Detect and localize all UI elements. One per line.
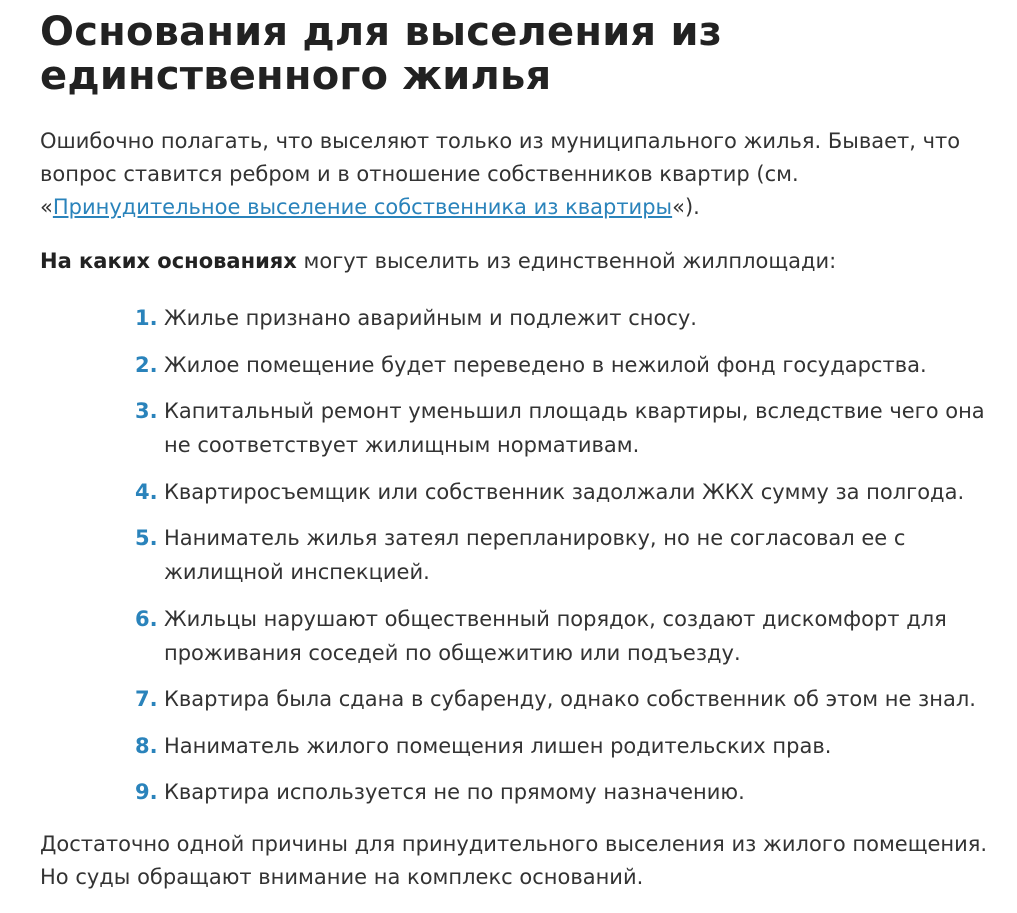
list-item — [135, 475, 1000, 509]
lead-paragraph — [40, 245, 1000, 278]
list-item — [135, 729, 1000, 763]
list-item — [135, 301, 1000, 335]
list-item-number: 1. — [135, 306, 158, 330]
list-item — [135, 602, 1000, 670]
list-item — [135, 394, 1000, 462]
lead-rest: могут выселить из единственной жилплощади: — [296, 249, 837, 273]
forced-eviction-link[interactable]: Принудительное выселение собственника из квартиры — [52, 195, 673, 219]
list-item-text: Жильцы нарушают общественный порядок, создают дискомфорт для проживания соседей по общежитию или подъезду. — [164, 606, 947, 665]
list-item-number: 6. — [135, 606, 158, 631]
list-item — [135, 682, 1000, 716]
list-item-number: 5. — [135, 526, 158, 550]
list-item-text: Наниматель жилья затеял перепланировку, но не согласовал ее с жилищной инспекцией. — [164, 526, 906, 584]
reasons-list — [40, 301, 1000, 809]
list-item-text: Наниматель жилого помещения лишен родительских прав. — [164, 733, 832, 758]
list-item-number: 7. — [135, 687, 158, 711]
list-item-number: 9. — [135, 780, 158, 804]
intro-text-before: Ошибочно полагать, что выселяют только из муниципального жилья. Бывает, что вопрос ставится ребром и в отношение собственников квартир (см. « — [40, 129, 961, 219]
list-item-number: 3. — [135, 399, 158, 423]
list-item-number: 2. — [135, 352, 158, 377]
list-item-text: Квартиросъемщик или собственник задолжали ЖКХ сумму за полгода. — [164, 479, 965, 504]
list-item-text: Капитальный ремонт уменьшил площадь квартиры, вследствие чего она не соответствует жилищным нормативам. — [164, 399, 985, 457]
list-item — [135, 348, 1000, 382]
list-item-number: 8. — [135, 733, 158, 758]
list-item-text: Квартира была сдана в субаренду, однако собственник об этом не знал. — [164, 687, 976, 711]
intro-paragraph — [40, 125, 1000, 224]
list-item-text: Жилое помещение будет переведено в нежилой фонд государства. — [164, 352, 927, 377]
outro-paragraph: Достаточно одной причины для принудительного выселения из жилого помещения. Но суды обращают внимание на комплекс оснований. — [40, 832, 988, 889]
list-item-number: 4. — [135, 479, 158, 504]
list-item — [135, 521, 1000, 589]
list-item-text: Жилье признано аварийным и подлежит сносу. — [164, 306, 697, 330]
list-item-text: Квартира используется не по прямому назначению. — [164, 780, 745, 804]
list-item — [135, 775, 1000, 809]
lead-bold: На каких основаниях — [40, 249, 297, 273]
page-title: Основания для выселения из единственного жилья — [40, 9, 723, 99]
intro-text-after: «). — [672, 195, 700, 219]
